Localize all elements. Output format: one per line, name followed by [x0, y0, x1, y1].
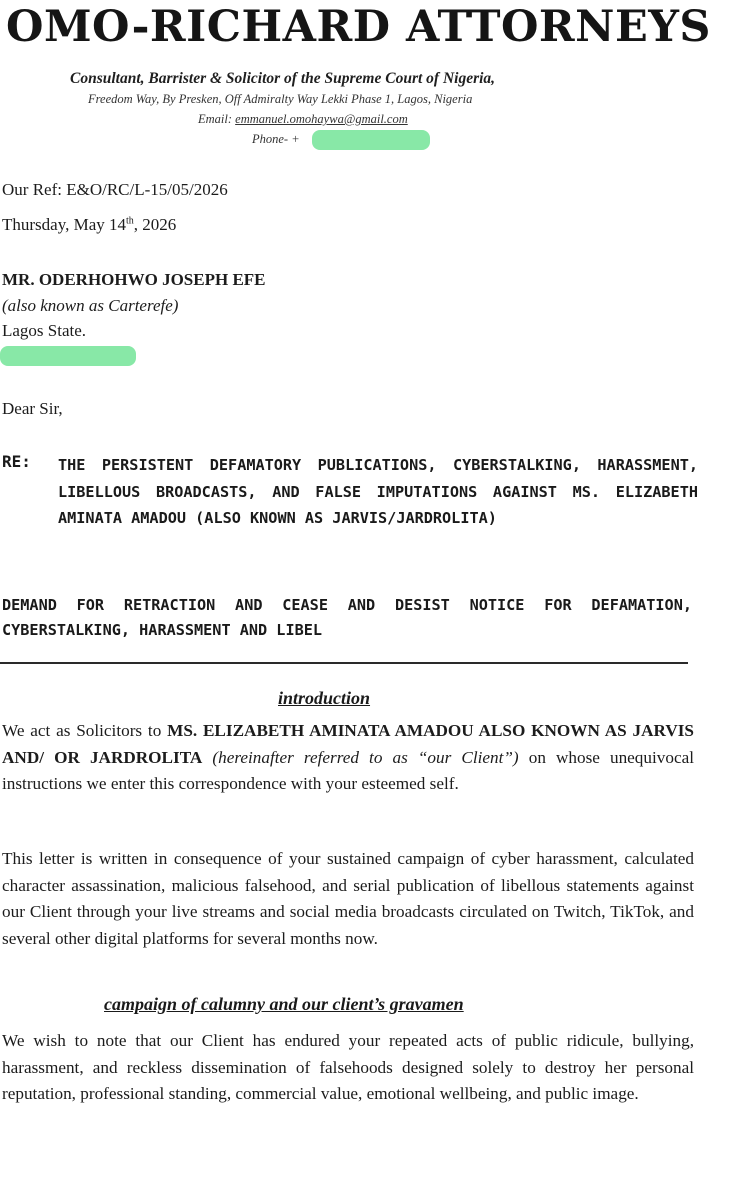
- firm-name: OMO-RICHARD ATTORNEYS: [6, 2, 711, 52]
- address-redaction: [0, 346, 136, 366]
- firm-email: [198, 112, 408, 127]
- firm-phone: [252, 132, 300, 147]
- re-label: RE:: [2, 452, 31, 471]
- phone-redaction: [312, 130, 430, 150]
- intro-paragraph: We act as Solicitors to MS. ELIZABETH AMINATA AMADOU ALSO KNOWN AS JARVIS AND/ OR JARDROLITA (hereinafter referred to as “our Client”) on whose unequivocal instructions we enter this correspondence with your esteemed self.: [2, 721, 694, 793]
- our-reference: Our Ref: E&O/RC/L-15/05/2026: [2, 180, 228, 199]
- email-value: emmanuel.omohaywa@gmail.com: [235, 112, 408, 126]
- firm-address: Freedom Way, By Presken, Off Admiralty Way Lekki Phase 1, Lagos, Nigeria: [88, 92, 473, 106]
- calumny-paragraph: We wish to note that our Client has endured your repeated acts of public ridicule, bullying, harassment, and reckless dissemination of falsehoods designed solely to destroy her personal reputation, professional standing, commercial value, emotional wellbeing, and public image.: [2, 1031, 694, 1103]
- re-subject: THE PERSISTENT DEFAMATORY PUBLICATIONS, CYBERSTALKING, HARASSMENT, LIBELLOUS BROADCASTS, AND FALSE IMPUTATIONS AGAINST MS. ELIZABETH AMINATA AMADOU (ALSO KNOWN AS JARVIS/JARDROLITA): [58, 456, 698, 527]
- email-label: Email:: [198, 112, 233, 126]
- introduction-heading: introduction: [278, 688, 371, 708]
- recipient-state: Lagos State.: [2, 321, 87, 340]
- divider: [0, 662, 688, 664]
- recipient-name: MR. ODERHOHWO JOSEPH EFE: [2, 270, 266, 289]
- demand-title: DEMAND FOR RETRACTION AND CEASE AND DESIST NOTICE FOR DEFAMATION, CYBERSTALKING, HARASSMENT AND LIBEL: [2, 596, 692, 639]
- consequence-paragraph: This letter is written in consequence of your sustained campaign of cyber harassment, calculated character assassination, malicious falsehood, and serial publication of libellous statements against our Client through your live streams and social media broadcasts circulated on Twitch, TikTok, and several other digital platforms for several months now.: [2, 849, 694, 948]
- salutation: Dear Sir,: [2, 399, 63, 418]
- calumny-heading: campaign of calumny and our client’s gravamen: [104, 994, 464, 1014]
- recipient-alias: (also known as Carterefe): [2, 296, 179, 315]
- letter-date: Thursday, May 14th, 2026: [2, 215, 177, 234]
- firm-tagline: Consultant, Barrister & Solicitor of the Supreme Court of Nigeria,: [70, 70, 496, 87]
- phone-label: Phone- +: [252, 132, 300, 146]
